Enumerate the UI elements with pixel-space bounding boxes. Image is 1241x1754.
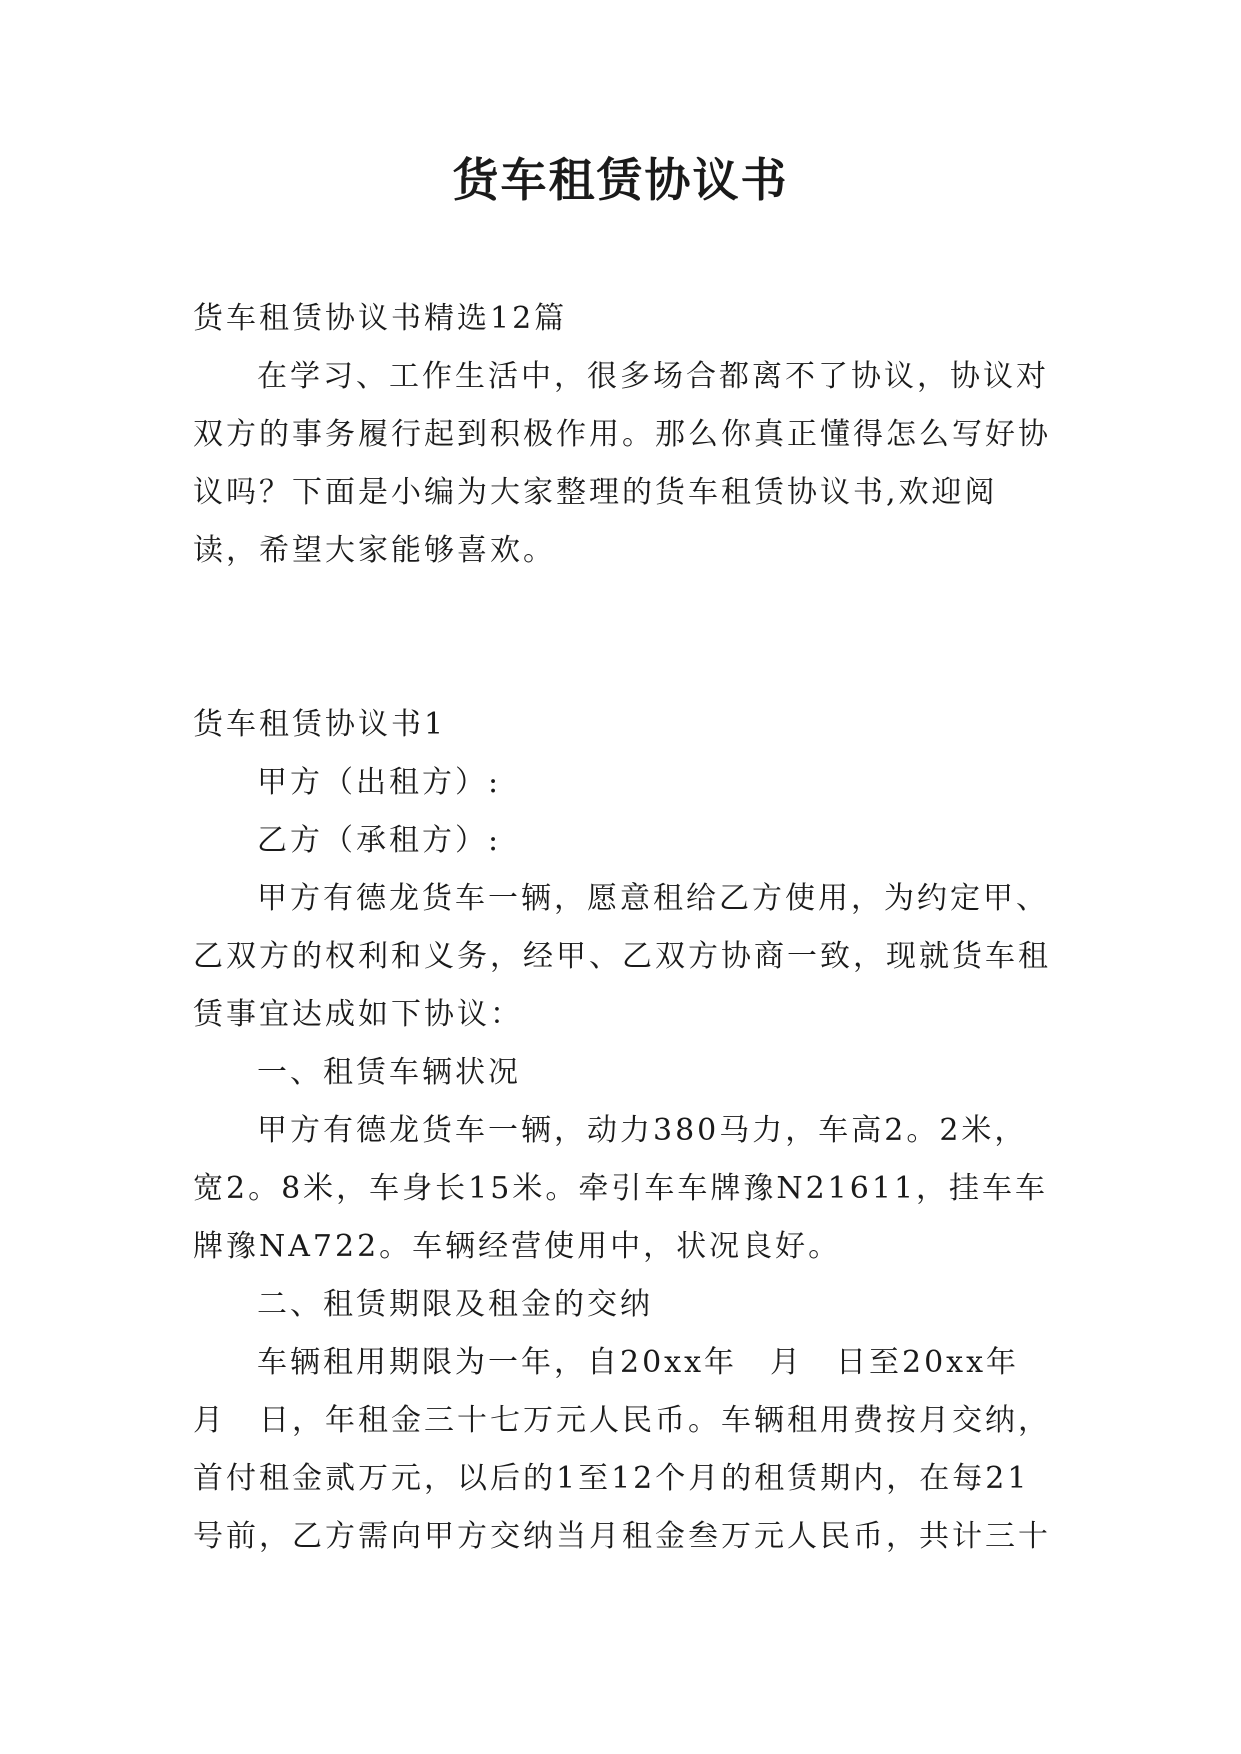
preamble-paragraph: 甲方有德龙货车一辆，愿意租给乙方使用，为约定甲、乙双方的权利和义务，经甲、乙双方协商一致，现就货车租赁事宜达成如下协议： — [193, 881, 1051, 1032]
intro-paragraph: 在学习、工作生活中，很多场合都离不了协议，协议对双方的事务履行起到积极作用。那么你真正懂得怎么写好协议吗？下面是小编为大家整理的货车租赁协议书,欢迎阅读，希望大家能够喜欢。 — [193, 359, 1051, 568]
document-body — [193, 290, 1053, 1566]
party-a-line: 甲方（出租方）: — [257, 765, 502, 800]
clause-2-heading: 二、租赁期限及租金的交纳 — [257, 1287, 653, 1322]
clause-1-paragraph: 甲方有德龙货车一辆，动力380马力，车高2。2米，宽2。8米，车身长15米。牵引车车牌豫N21611，挂车车牌豫NA722。车辆经营使用中，状况良好。 — [193, 1113, 1049, 1264]
clause-1-heading: 一、租赁车辆状况 — [257, 1055, 521, 1090]
section-heading: 货车租赁协议书1 — [193, 707, 447, 742]
document-subtitle: 货车租赁协议书精选12篇 — [193, 301, 568, 336]
document-title: 货车租赁协议书 — [452, 153, 789, 207]
section-spacer — [193, 580, 1053, 696]
party-b-line: 乙方（承租方）: — [257, 823, 502, 858]
clause-2-paragraph: 车辆租用期限为一年，自20xx年 月 日至20xx年 月 日，年租金三十七万元人民币。车辆租用费按月交纳，首付租金贰万元，以后的1至12个月的租赁期内，在每21号前，乙方需向甲方交纳当月租金叁万元人民币，共计三十 — [193, 1345, 1053, 1554]
